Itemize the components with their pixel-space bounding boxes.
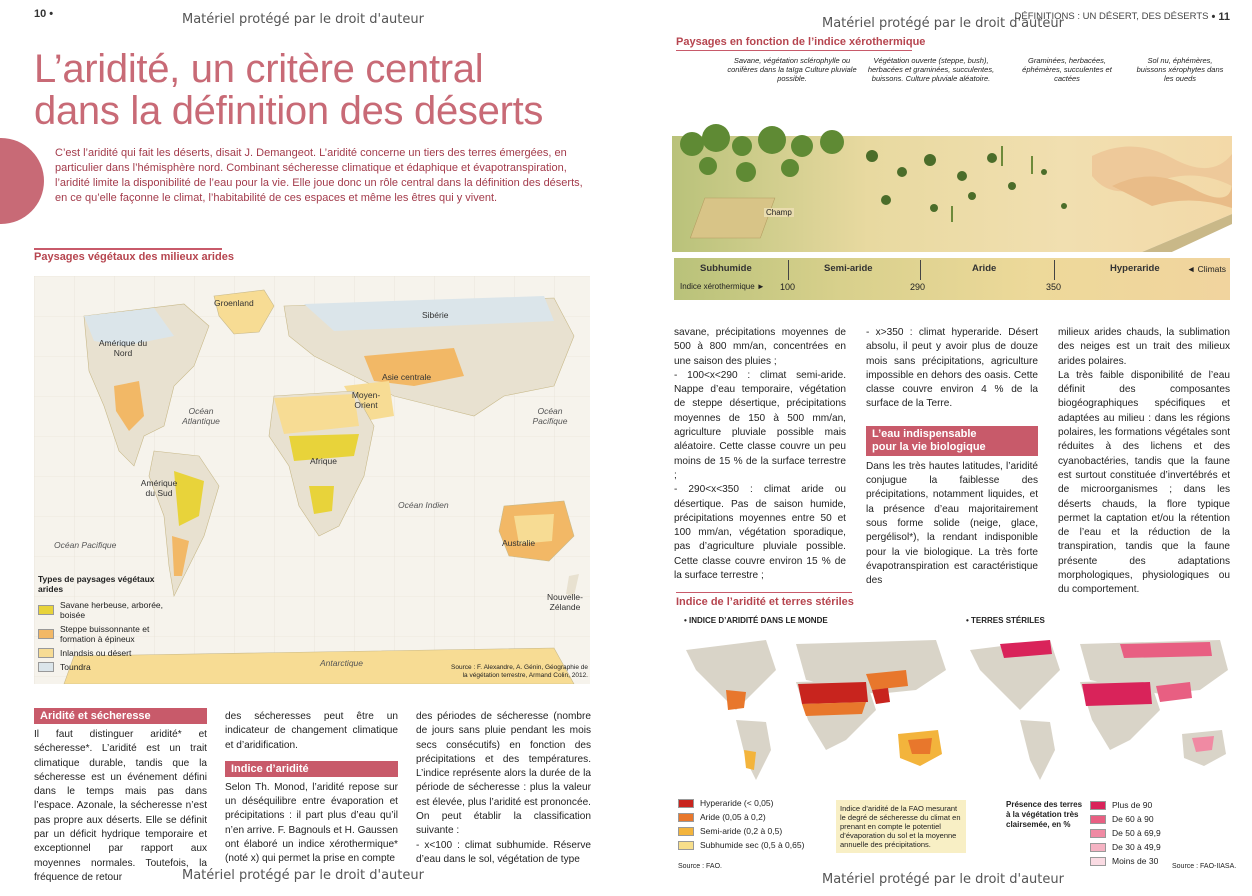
text-subhumide: - x<100 : climat subhumide. Réserve d’eau dans le sol, végétation de type xyxy=(416,839,591,865)
running-head xyxy=(1015,11,1230,23)
aridity-legend-swatch xyxy=(678,799,694,808)
sterile-legend-label: Plus de 90 xyxy=(1112,800,1153,810)
text-savane: savane, précipitations moyennes de 500 à 800 mm/an, concentrées en une saison des pluies ; xyxy=(674,327,846,367)
aridity-map xyxy=(676,630,956,790)
map1-heading-rule xyxy=(34,248,222,250)
sterile-legend-swatch xyxy=(1090,829,1106,838)
map1-legend-label: Toundra xyxy=(60,662,91,672)
map1-legend-label: Steppe buissonnante et formation à épineux xyxy=(60,624,150,644)
map1-legend-items xyxy=(38,600,168,672)
heading-aridite-secheresse: Aridité et sécheresse xyxy=(34,708,207,724)
field-label: Champ xyxy=(766,208,792,217)
scale-value-100: 100 xyxy=(780,282,796,292)
vegetation-map xyxy=(34,276,590,684)
watermark-top-left: Matériel protégé par le droit d'auteur xyxy=(182,12,424,27)
fig1-caption-4: Sol nu, éphémères, buissons xérophytes dans les oueds xyxy=(1136,56,1224,83)
sterile-legend-item xyxy=(1090,814,1180,824)
map-label-ocean-indien: Océan Indien xyxy=(398,500,449,510)
map-label-afrique: Afrique xyxy=(310,456,337,466)
sterile-legend-swatch xyxy=(1090,815,1106,824)
text-hyperaride: - x>350 : climat hyperaride. Désert absolu, il peut y avoir plus de douze mois sans précipitations, agriculture impossible en dehors des oasis. Cette classe couvre environ 4 % de la surface de la Terre. xyxy=(866,327,1038,410)
page-number-right: • 11 xyxy=(1211,11,1230,23)
sterile-legend-items xyxy=(1090,800,1180,866)
aridity-map-graphic xyxy=(676,630,956,790)
watermark-bottom-right: Matériel protégé par le droit d'auteur xyxy=(822,872,1064,887)
heading-eau-indispensable xyxy=(866,426,1038,456)
sterile-map xyxy=(960,630,1232,790)
decorative-half-circle xyxy=(0,138,44,224)
aridity-legend-swatch xyxy=(678,841,694,850)
map-label-ocean-pacifique-east: Océan Pacifique xyxy=(532,406,568,426)
text-aride: - 290<x<350 : climat aride ou désertique. Pas de saison humide, précipitations moyennes entre 50 et 100 mm/an, végétation sporadique, pas d’agriculture pluviale possible. Cette classe couvre environ 15 % de la surface terrestre ; xyxy=(674,484,846,582)
map-label-siberie: Sibérie xyxy=(422,310,449,320)
map-label-groenland: Groenland xyxy=(214,298,254,308)
text-secheresse-cont: des sécheresses peut être un indicateur de changement climatique et d’aridification. xyxy=(225,711,398,751)
map1-legend-swatch xyxy=(38,662,54,672)
map-label-australie: Australie xyxy=(502,538,536,548)
map-b-title: • TERRES STÉRILES xyxy=(966,616,1045,625)
map-label-moyen-orient: Moyen-Orient xyxy=(351,390,381,410)
zone-semi-aride: Semi-aride xyxy=(824,263,873,274)
sterile-legend-swatch xyxy=(1090,843,1106,852)
aridity-legend-label: Subhumide sec (0,5 à 0,65) xyxy=(700,840,805,850)
map1-heading: Paysages végétaux des milieux arides xyxy=(34,251,234,263)
map1-legend-label: Inlandsis ou désert xyxy=(60,648,132,658)
map1-legend-item xyxy=(38,648,168,658)
aridity-legend-item xyxy=(678,826,828,836)
aridity-legend-label: Aride (0,05 à 0,2) xyxy=(700,812,766,822)
fao-note-box: Indice d’aridité de la FAO mesurant le degré de sécheresse du climat en prenant en compte le potentiel d’évaporation du sol et la moyenne annuelle des précipitations. xyxy=(836,800,966,853)
sterile-legend xyxy=(1090,800,1180,870)
map1-legend xyxy=(38,574,168,676)
map1-legend-swatch xyxy=(38,605,54,615)
map-label-ocean-pacifique-west: Océan Pacifique xyxy=(54,540,117,550)
aridity-legend-label: Hyperaride (< 0,05) xyxy=(700,798,774,808)
aridity-legend-swatch xyxy=(678,827,694,836)
climats-label: ◄ Climats xyxy=(1186,264,1226,274)
zone-aride: Aride xyxy=(972,263,997,274)
left-col-1 xyxy=(34,706,207,885)
map1-source: Source : F. Alexandre, A. Génin, Géographie de la végétation terrestre, Armand Colin, 2012. xyxy=(451,664,588,679)
aridity-legend-items xyxy=(678,798,828,850)
text-aridite-secheresse: Il faut distinguer aridité* et sécheresse*. L’aridité est un trait climatique durable, tandis que la sécheresse est un événement défini dans le temps mais pas dans l’espace. Azonale, la sécheresse n’est pas propre aux déserts. Elle se définit par un déficit hydrique temporaire et exceptionnel par rapport aux moyennes normales. Toutefois, la fréquence de retour xyxy=(34,729,207,883)
map-label-amerique-sud: Amérique du Sud xyxy=(140,478,178,498)
heading-eau-line-2: pour la vie biologique xyxy=(872,440,986,453)
fig1-heading: Paysages en fonction de l’indice xérothermique xyxy=(676,36,926,48)
sterile-legend-label: De 50 à 69,9 xyxy=(1112,828,1161,838)
title-line-1: L’aridité, un critère central xyxy=(34,47,484,91)
aridity-source: Source : FAO. xyxy=(678,863,722,870)
watermark-top-right: Matériel protégé par le droit d'auteur xyxy=(822,16,1064,31)
watermark-bottom-left: Matériel protégé par le droit d'auteur xyxy=(182,868,424,883)
scale-value-290: 290 xyxy=(910,282,926,292)
heading-indice-aridite: Indice d’aridité xyxy=(225,761,398,777)
right-col-1 xyxy=(674,326,846,583)
sterile-legend-label: Moins de 30 xyxy=(1112,856,1159,866)
sterile-source: Source : FAO-IIASA. xyxy=(1172,863,1237,870)
scale-tick-100 xyxy=(788,260,789,280)
title-line-2: dans la définition des déserts xyxy=(34,89,544,133)
map1-legend-swatch xyxy=(38,629,54,639)
aridity-legend-item xyxy=(678,840,828,850)
text-eau-indispensable: Dans les très hautes latitudes, l’aridité conjugue la faiblesse des précipitations, notamment liquides, et la présence d’eau majoritairement sous forme solide (neige, glace, pergélisol*), la rendant indisponible pour la vie biologique. La très forte évapotranspiration est caractéristique des xyxy=(866,460,1038,587)
text-indice-aridite: Selon Th. Monod, l’aridité repose sur un déséquilibre entre évaporation et précipitations : il part plus d’eau qu’il n’en arrive. F. Bagnouls et H. Gaussen ont élaboré un indice xérothermique* (noté x) qui permet la prise en compte xyxy=(225,781,398,865)
scale-tick-290 xyxy=(920,260,921,280)
map-label-antarctique: Antarctique xyxy=(320,658,363,668)
map-a-title: • INDICE D’ARIDITÉ DANS LE MONDE xyxy=(684,616,828,625)
map1-legend-item xyxy=(38,600,168,620)
left-col-2 xyxy=(225,710,398,867)
scale-tick-350 xyxy=(1054,260,1055,280)
page-title xyxy=(34,48,543,132)
zone-hyperaride: Hyperaride xyxy=(1110,263,1160,274)
left-col-3 xyxy=(416,710,591,867)
sterile-map-graphic xyxy=(960,630,1232,790)
zone-subhumide: Subhumide xyxy=(700,263,752,274)
scale-value-350: 350 xyxy=(1046,282,1062,292)
heading-eau-line-1: L’eau indispensable xyxy=(872,427,977,440)
map-label-ocean-atlantique: Océan Atlantique xyxy=(182,406,220,426)
sterile-legend-swatch xyxy=(1090,857,1106,866)
sterile-legend-item xyxy=(1090,800,1180,810)
sterile-legend-item xyxy=(1090,856,1180,866)
map1-legend-swatch xyxy=(38,648,54,658)
xerothermic-scale xyxy=(674,258,1230,300)
map1-legend-item xyxy=(38,662,168,672)
aridity-legend-swatch xyxy=(678,813,694,822)
text-biogeographie: La très faible disponibilité de l’eau définit des composantes biogéographiques spécifiques et adaptées au milieu : dans les régions polaires, les formations végétales sont réduites à des lichens et des cyanobactéries, tandis que la faune est surtout constituée d’invertébrés et de microorganismes ; dans les déserts chauds, la flore typique permet la captation et/ou la rétention de l’eau et la réduction de la transpiration, tandis que la faune présente des adaptations morphologiques, physiologiques ou du comportement. xyxy=(1058,369,1230,596)
intro-paragraph: C’est l’aridité qui fait les déserts, disait J. Demangeot. L’aridité concerne un tiers des terres émergées, en particulier dans l’hémisphère nord. Combinant sécheresse climatique et édaphique et évapotranspiration, l’aridité limite la disponibilité de l’eau pour la vie. Elle joue donc un rôle central dans la définition des déserts, en ce qu’elle façonne le climat, l’habitabilité de ces espaces et même les êtres qui y vivent. xyxy=(55,147,583,204)
landscape-illustration xyxy=(672,96,1232,252)
sterile-legend-swatch xyxy=(1090,801,1106,810)
map-label-nouvelle-zelande: Nouvelle-Zélande xyxy=(547,592,583,612)
sterile-legend-title: Présence des terres à la végétation très clairsemée, en % xyxy=(1006,800,1083,829)
sterile-legend-label: De 60 à 90 xyxy=(1112,814,1154,824)
maps2-heading-rule xyxy=(676,592,852,593)
landscape-graphic xyxy=(672,96,1232,252)
right-col-2 xyxy=(866,326,1038,588)
aridity-legend-label: Semi-aride (0,2 à 0,5) xyxy=(700,826,783,836)
text-semi-aride: - 100<x<290 : climat semi-aride. Nappe d’eau temporaire, végétation de steppe désertique, précipitations moyennes de 150 à 500 mm/an, agriculture pluviale possible mais aléatoire. Cette classe couvre un peu moins de 15 % de la surface terrestre ; xyxy=(674,369,846,481)
index-label: Indice xérothermique ► xyxy=(680,282,765,291)
right-col-3 xyxy=(1058,326,1230,598)
running-head-text: DÉFINITIONS : UN DÉSERT, DES DÉSERTS xyxy=(1014,11,1209,22)
text-classification: des périodes de sécheresse (nombre de jours sans pluie pendant les mois secs consécutifs) en fonction des précipitations et des températures. L’indice représente alors la durée de la période de sécheresse : plus la valeur est élevée, plus l’aridité est prononcée. On peut établir la classification suivante : xyxy=(416,711,591,837)
map-label-amerique-nord: Amérique du Nord xyxy=(98,338,148,358)
sterile-legend-item xyxy=(1090,842,1180,852)
fig1-caption-3: Graminées, herbacées, éphémères, succulentes et cactées xyxy=(1022,56,1112,83)
sterile-legend-item xyxy=(1090,828,1180,838)
sterile-legend-label: De 30 à 49,9 xyxy=(1112,842,1161,852)
fig1-heading-rule xyxy=(676,50,912,51)
maps2-heading: Indice de l’aridité et terres stériles xyxy=(676,596,854,608)
page-number-left: 10 • xyxy=(34,8,54,20)
text-sublimation: milieux arides chauds, la sublimation des neiges est un trait des milieux arides polaires. xyxy=(1058,327,1230,367)
fig1-caption-2: Végétation ouverte (steppe, bush), herbacées et graminées, succulentes, buissons. Culture pluviale aléatoire. xyxy=(867,56,995,83)
aridity-legend xyxy=(678,798,828,870)
map1-legend-title: Types de paysages végétaux arides xyxy=(38,574,155,594)
aridity-legend-item xyxy=(678,812,828,822)
map1-legend-label: Savane herbeuse, arborée, boisée xyxy=(60,600,164,620)
map1-legend-item xyxy=(38,624,168,644)
aridity-legend-item xyxy=(678,798,828,808)
map-label-asie-centrale: Asie centrale xyxy=(382,372,432,382)
fig1-caption-1: Savane, végétation sclérophylle ou conifères dans la taïga Culture pluviale possible. xyxy=(727,56,857,83)
